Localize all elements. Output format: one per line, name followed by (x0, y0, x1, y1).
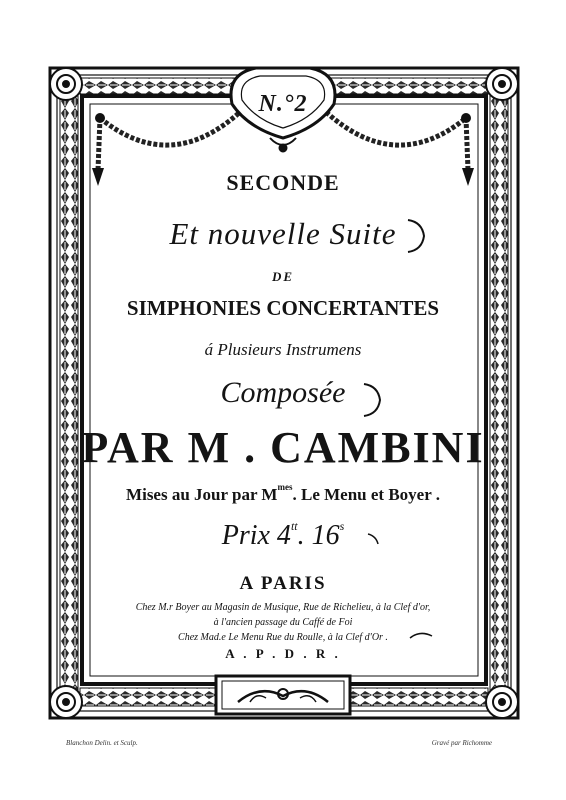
title-instrumens: á Plusieurs Instrumens (204, 340, 362, 359)
bottom-cartouche (216, 676, 350, 714)
title-de: DE (271, 269, 295, 284)
publisher-text-after: . Le Menu et Boyer . (292, 485, 440, 504)
corner-ornament-top-left (50, 68, 82, 100)
title-composee: Composée (220, 376, 346, 409)
engraver-credit-right: Gravé par Richomme (431, 739, 492, 747)
title-simphonies: SIMPHONIES CONCERTANTES (126, 296, 440, 320)
imprint-privilege: A . P . D . R . (225, 646, 341, 661)
price-livres: tt (290, 518, 298, 533)
imprint-address-1: Chez M.r Boyer au Magasin de Musique, Rue de Richelieu, à la Clef d'or, (135, 602, 431, 613)
price-prefix: Prix 4 (221, 520, 291, 551)
price-line (0, 520, 566, 552)
price-mid: . 16 (297, 520, 340, 551)
corner-ornament-bottom-left (50, 686, 82, 718)
corner-ornament-top-right (486, 68, 518, 100)
publisher-superscript: mes (277, 482, 293, 493)
cartouche-number: N.°2 (258, 91, 308, 117)
publisher-text-before: Mises au Jour par M (126, 485, 278, 504)
imprint-address-2: à l'ancien passage du Caffé de Foi (213, 617, 353, 628)
imprint-city: A PARIS (239, 573, 327, 594)
corner-ornament-bottom-right (486, 686, 518, 718)
imprint-address-3: Chez Mad.e Le Menu Rue du Roulle, à la Clef d'Or . (178, 632, 388, 643)
title-nouvelle-suite: Et nouvelle Suite (169, 216, 397, 251)
title-seconde: SECONDE (226, 170, 340, 195)
publisher-line (0, 482, 566, 505)
composer-name: PAR M . CAMBINI (81, 423, 485, 472)
price-sols: s (339, 518, 345, 533)
engraver-credit-left: Blanchon Delin. et Sculp. (66, 739, 138, 747)
